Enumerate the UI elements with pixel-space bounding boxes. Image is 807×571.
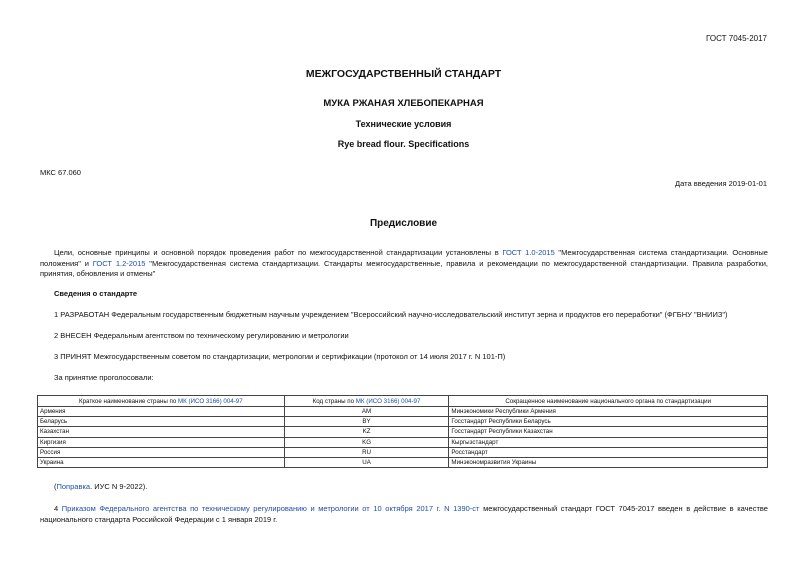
table-row (38, 437, 768, 447)
body-cell: Госстандарт Республики Беларусь (449, 417, 768, 427)
document-subtitle: Технические условия (355, 119, 452, 129)
gost-1-0-link[interactable]: ГОСТ 1.0-2015 (502, 248, 555, 257)
voted-label: За принятие проголосовали: (54, 373, 154, 382)
code-cell: KZ (284, 427, 449, 437)
table-row (38, 457, 768, 467)
amendment-note (40, 482, 768, 493)
code-cell: RU (284, 447, 449, 457)
gost-1-2-link[interactable]: ГОСТ 1.2-2015 (92, 258, 146, 268)
body-cell: Минэкономразвития Украины (449, 457, 768, 467)
foreword-heading: Предисловие (369, 218, 438, 229)
country-cell: Россия (38, 447, 285, 457)
country-cell: Казахстан (38, 427, 285, 437)
amendment-bracket: ( (54, 482, 57, 491)
mk-iso-3166-link[interactable]: МК (ИСО 3166) 004-97 (178, 397, 243, 405)
amendment-link[interactable]: Поправка (56, 482, 91, 491)
table-row (38, 417, 768, 427)
body-cell: Росстандарт (449, 447, 768, 457)
intro-date: Дата введения 2019-01-01 (675, 179, 767, 188)
amendment-text: . ИУС N 9-2022). (90, 482, 148, 491)
document-number: ГОСТ 7045-2017 (706, 34, 767, 43)
mks-code: МКС 67.060 (40, 168, 81, 177)
body-cell: Госстандарт Республики Казахстан (449, 427, 768, 437)
item-number: 4 (54, 504, 62, 513)
header-national-body: Сокращенное наименование национального органа по стандартизации (449, 396, 768, 407)
paragraph-text: "Межгосударственная система стандартизации. Стандарты межгосударственные, правила и рекомендации по межгосударственной стандартизации. Правила разработки, принятия, обновления и отмены" (40, 258, 768, 278)
voting-states-table (37, 395, 768, 468)
country-cell: Киргизия (38, 437, 285, 447)
document-title: МУКА РЖАНАЯ ХЛЕБОПЕКАРНАЯ (323, 98, 484, 109)
code-cell: UA (284, 457, 449, 467)
rosstandart-order-link[interactable]: Приказом Федерального агентства по техническому регулированию и метрологии от 10 октября 2017 г. N 1390-ст (61, 504, 480, 513)
code-cell: BY (284, 417, 449, 427)
english-title: Rye bread flour. Specifications (337, 139, 470, 149)
country-cell: Беларусь (38, 417, 285, 427)
table-header-row (38, 396, 768, 407)
header-text: Краткое наименование страны по (78, 397, 178, 405)
foreword-paragraph (40, 248, 768, 280)
header-text: Код страны по (312, 397, 356, 405)
standard-info-heading: Сведения о стандарте (54, 289, 138, 298)
country-cell: Украина (38, 457, 285, 467)
code-cell: AM (284, 407, 449, 417)
item-1-developed: 1 РАЗРАБОТАН Федеральным государственным бюджетным научным учреждением "Всероссийский научно-исследовательский институт зерна и продуктов его переработки" (ФГБНУ "ВНИИЗ") (54, 310, 728, 319)
standard-type-heading: МЕЖГОСУДАРСТВЕННЫЙ СТАНДАРТ (305, 68, 502, 80)
item-4-enacted (40, 504, 768, 525)
paragraph-text: Цели, основные принципы и основной порядок проведения работ по межгосударственной стандартизации установлены в (54, 248, 503, 257)
table-row (38, 427, 768, 437)
mk-iso-3166-link[interactable]: МК (ИСО 3166) 004-97 (355, 397, 421, 405)
code-cell: KG (284, 437, 449, 447)
country-cell: Армения (38, 407, 285, 417)
header-country-name (38, 396, 285, 407)
paragraph-text: "Межгосударственная система стандартизации. Основные положения" и (40, 248, 768, 268)
item-3-adopted: 3 ПРИНЯТ Межгосударственным советом по стандартизации, метрологии и сертификации (протокол от 14 июля 2017 г. N 101-П) (54, 352, 506, 361)
table-row (38, 447, 768, 457)
body-cell: Кыргызстандарт (449, 437, 768, 447)
body-cell: Минэкономики Республики Армения (449, 407, 768, 417)
item-2-submitted: 2 ВНЕСЕН Федеральным агентством по техническому регулированию и метрологии (54, 331, 349, 340)
table-row (38, 407, 768, 417)
item-text: межгосударственный стандарт ГОСТ 7045-2017 введен в действие в качестве национального стандарта Российской Федерации с 1 января 2019 г. (40, 504, 768, 524)
header-country-code (284, 396, 449, 407)
